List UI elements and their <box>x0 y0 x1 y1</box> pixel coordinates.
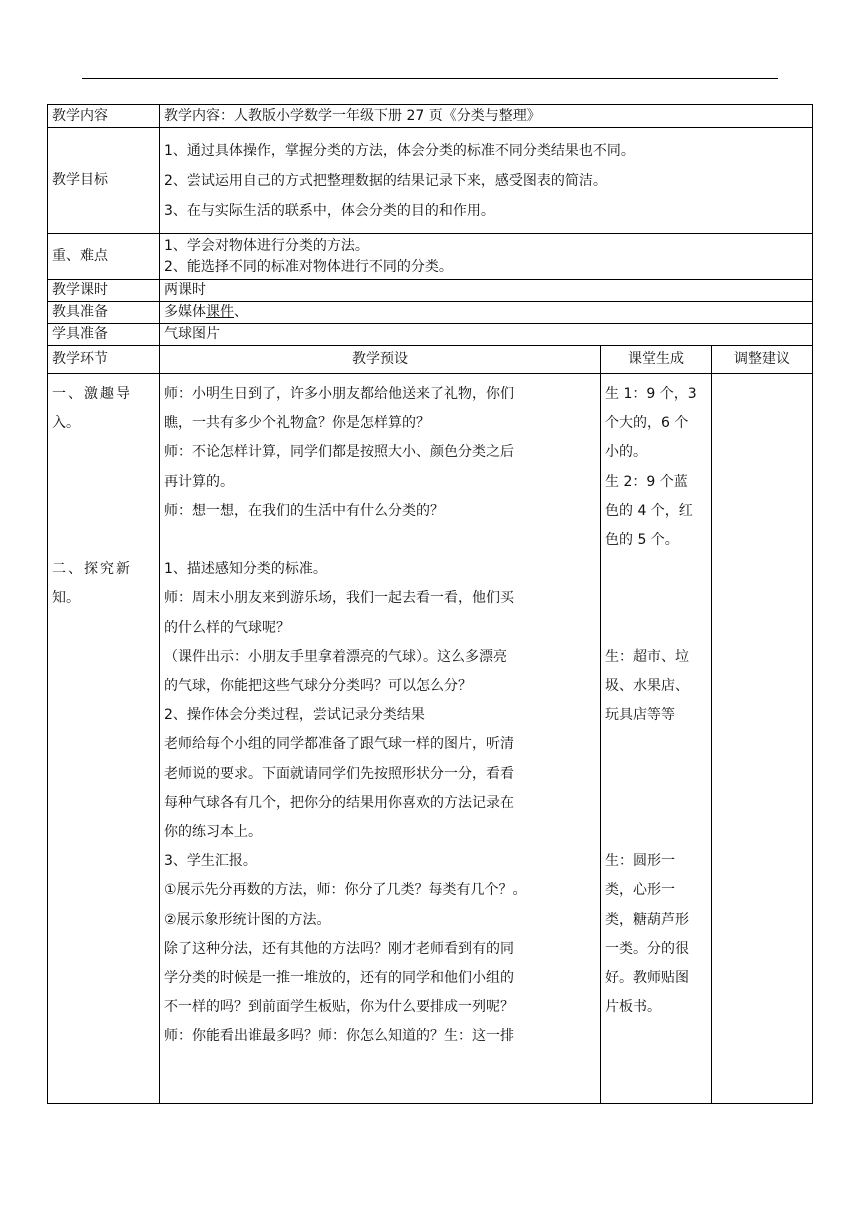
goal-item: 1、通过具体操作，掌握分类的方法，体会分类的标准不同分类结果也不同。 <box>164 142 635 159</box>
plan-line: 的什么样的气球呢？ <box>164 619 290 636</box>
class-line <box>605 584 707 613</box>
column-header-row <box>48 346 813 374</box>
spacer <box>52 468 155 497</box>
class-line: 好。教师贴图 <box>605 970 689 987</box>
plan-line: 师：想一想，在我们的生活中有什么分类的？ <box>164 502 444 519</box>
plan-line: 1、描述感知分类的标准。 <box>164 561 327 578</box>
class-line <box>605 730 707 759</box>
class-line: 小的。 <box>605 444 647 461</box>
class-line: 生：超市、垃 <box>605 648 689 665</box>
class-line: 片板书。 <box>605 999 661 1016</box>
plan-line: 瞧，一共有多少个礼物盒？你是怎样算的？ <box>164 415 430 432</box>
plan-line: 3、学生汇报。 <box>164 853 257 870</box>
goal-row <box>48 128 813 234</box>
key-item: 2、能选择不同的标准对物体进行不同的分类。 <box>164 258 453 275</box>
class-line: 色的 4 个，红 <box>605 502 693 519</box>
student-label: 学具准备 <box>48 324 160 346</box>
plan-line: 老师给每个小组的同学都准备了跟气球一样的图片，听清 <box>164 736 514 753</box>
student-value: 气球图片 <box>160 324 813 346</box>
col-class: 课堂生成 <box>601 346 712 374</box>
plan-line: 师：不论怎样计算，同学们都是按照大小、颜色分类之后 <box>164 444 514 461</box>
adjust-cell <box>712 374 813 1104</box>
plan-line: 你的练习本上。 <box>164 824 262 841</box>
tools-row <box>48 302 813 324</box>
col-plan: 教学预设 <box>160 346 601 374</box>
key-row <box>48 234 813 280</box>
col-stage: 教学环节 <box>48 346 160 374</box>
stage-cell <box>48 374 160 1104</box>
plan-line: 师：周末小朋友来到游乐场，我们一起去看一看，他们买 <box>164 590 514 607</box>
goal-list <box>160 128 813 234</box>
goal-item: 2、尝试运用自己的方式把整理数据的结果记录下来，感受图表的简洁。 <box>164 172 607 189</box>
plan-line: ①展示先分再数的方法，师：你分了几类？每类有几个？。 <box>164 882 527 899</box>
col-adjust: 调整建议 <box>712 346 813 374</box>
plan-line: 师：小明生日到了，许多小朋友都给他送来了礼物，你们 <box>164 386 514 402</box>
plan-line: 每种气球各有几个，把你分的结果用你喜欢的方法记录在 <box>164 794 514 811</box>
plan-line: ②展示象形统计图的方法。 <box>164 911 331 928</box>
tools-punct: 、 <box>234 304 248 320</box>
content-label: 教学内容 <box>48 105 160 128</box>
lesson-plan-table <box>47 104 813 1104</box>
key-label: 重、难点 <box>48 234 160 280</box>
spacer <box>52 526 155 555</box>
hours-row <box>48 280 813 302</box>
class-line: 生：圆形一 <box>605 853 675 870</box>
plan-line: 老师说的要求。下面就请同学们先按照形状分一分，看看 <box>164 765 514 782</box>
plan-line: 除了这种分法，还有其他的方法吗？刚才老师看到有的同 <box>164 940 514 957</box>
class-line: 类，心形一 <box>605 882 675 899</box>
goal-item: 3、在与实际生活的联系中，体会分类的目的和作用。 <box>164 202 495 219</box>
class-line <box>605 789 707 818</box>
class-line: 圾、水果店、 <box>605 678 689 695</box>
tools-label: 教具准备 <box>48 302 160 324</box>
plan-cell <box>160 374 601 1104</box>
hours-value: 两课时 <box>160 280 813 302</box>
hours-label: 教学课时 <box>48 280 160 302</box>
class-line: 个大的，6 个 <box>605 415 689 432</box>
stage-2a: 二、探究新 <box>52 561 132 578</box>
class-line: 玩具店等等 <box>605 707 675 724</box>
content-row <box>48 105 813 128</box>
courseware-link[interactable]: 课件 <box>206 304 234 320</box>
stage-2b: 知。 <box>52 590 80 607</box>
plan-line: 2、操作体会分类过程，尝试记录分类结果 <box>164 707 425 724</box>
class-line <box>605 818 707 847</box>
stage-1a: 一、激趣导 <box>52 386 132 402</box>
class-line <box>605 760 707 789</box>
goal-label: 教学目标 <box>48 128 160 234</box>
content-value: 教学内容：人教版小学数学一年级下册 27 页《分类与整理》 <box>160 105 813 128</box>
plan-line: 再计算的。 <box>164 473 234 490</box>
tools-text: 多媒体 <box>164 304 206 320</box>
plan-line: 的气球，你能把这些气球分分类吗？可以怎么分？ <box>164 678 472 695</box>
class-line: 一类。分的很 <box>605 940 689 957</box>
tools-value <box>160 302 813 324</box>
class-line: 色的 5 个。 <box>605 532 679 549</box>
class-line: 类，糖葫芦形 <box>605 911 689 928</box>
plan-line: 不一样的吗？到前面学生板贴，你为什么要排成一列呢？ <box>164 999 514 1016</box>
key-item: 1、学会对物体进行分类的方法。 <box>164 237 369 254</box>
spacer <box>52 497 155 526</box>
student-row <box>48 324 813 346</box>
spacer <box>52 438 155 467</box>
plan-line: 学分类的时候是一推一堆放的，还有的同学和他们小组的 <box>164 970 514 987</box>
plan-line: 师：你能看出谁最多吗？师：你怎么知道的？生：这一排 <box>164 1028 514 1045</box>
plan-line <box>164 526 596 555</box>
body-row <box>48 374 813 1104</box>
stage-1b: 入。 <box>52 415 80 432</box>
key-list <box>160 234 813 280</box>
class-line: 生 1：9 个，3 <box>605 386 697 402</box>
class-line <box>605 555 707 584</box>
class-cell <box>601 374 712 1104</box>
class-line: 生 2：9 个蓝 <box>605 473 688 490</box>
class-line <box>605 614 707 643</box>
header-rule <box>82 78 778 79</box>
plan-line: （课件出示：小朋友手里拿着漂亮的气球）。这么多漂亮 <box>164 648 507 665</box>
